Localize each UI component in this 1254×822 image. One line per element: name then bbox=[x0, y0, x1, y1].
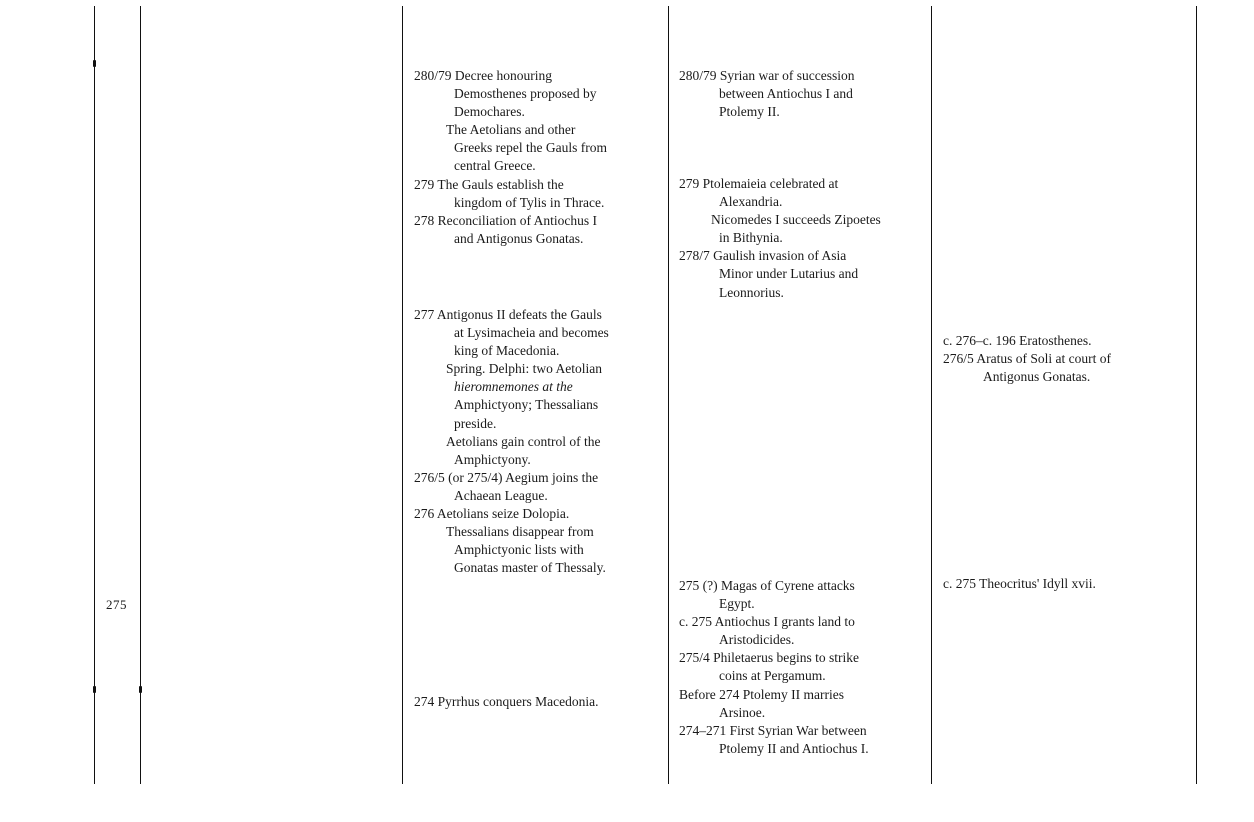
entry-line: Achaean League. bbox=[454, 487, 548, 503]
entry-line: Gonatas master of Thessaly. bbox=[454, 560, 606, 576]
entry-line: 274–271 First Syrian War between bbox=[679, 722, 867, 738]
entry-line: 277 Antigonus II defeats the Gauls bbox=[414, 307, 602, 322]
column-rule bbox=[1196, 6, 1197, 784]
timeline-entry bbox=[943, 575, 1096, 593]
entry-line: Before 274 Ptolemy II marries bbox=[679, 686, 844, 702]
year-marker: 275 bbox=[106, 597, 127, 612]
column-rule bbox=[402, 6, 403, 784]
rule-mark bbox=[139, 686, 142, 693]
entry-line: Ptolemy II. bbox=[719, 104, 780, 120]
column-rule bbox=[94, 6, 95, 784]
entry-line: Amphictyonic lists with bbox=[454, 542, 584, 558]
column-rule bbox=[668, 6, 669, 784]
entry-line: 280/79 Decree honouring bbox=[414, 68, 552, 83]
entry-line: Aetolians gain control of the bbox=[446, 433, 601, 449]
entry-line: Alexandria. bbox=[719, 194, 783, 210]
entry-line: Greeks repel the Gauls from bbox=[454, 140, 607, 156]
timeline-entry bbox=[679, 577, 869, 758]
entry-line: 274 Pyrrhus conquers Macedonia. bbox=[414, 694, 599, 709]
entry-line: central Greece. bbox=[454, 158, 536, 174]
entry-line: Demochares. bbox=[454, 104, 525, 120]
entry-line: 275/4 Philetaerus begins to strike bbox=[679, 650, 859, 666]
timeline-entry bbox=[679, 175, 881, 302]
entry-line: 279 The Gauls establish the bbox=[414, 176, 564, 192]
entry-line: The Aetolians and other bbox=[446, 122, 576, 138]
entry-line: kingdom of Tylis in Thrace. bbox=[454, 194, 605, 210]
entry-line: between Antiochus I and bbox=[719, 86, 853, 102]
entry-line: Amphictyony. bbox=[454, 451, 531, 467]
entry-line: Thessalians disappear from bbox=[446, 524, 594, 540]
entry-line: 278/7 Gaulish invasion of Asia bbox=[679, 248, 847, 264]
timeline-entry bbox=[679, 67, 854, 121]
column-rule bbox=[931, 6, 932, 784]
entry-line: 278 Reconciliation of Antiochus I bbox=[414, 212, 597, 228]
entry-line: 280/79 Syrian war of succession bbox=[679, 68, 855, 83]
entry-line: 276/5 (or 275/4) Aegium joins the bbox=[414, 469, 599, 485]
entry-line: c. 275 Antiochus I grants land to bbox=[679, 614, 855, 630]
entry-line: and Antigonus Gonatas. bbox=[454, 230, 584, 246]
entry-line: 279 Ptolemaieia celebrated at bbox=[679, 176, 839, 191]
entry-line: Antigonus Gonatas. bbox=[983, 369, 1091, 385]
timeline-entry bbox=[414, 67, 607, 248]
entry-line: Nicomedes I succeeds Zipoetes bbox=[711, 212, 881, 228]
timeline-entry bbox=[414, 693, 598, 711]
entry-line: 276/5 Aratus of Soli at court of bbox=[943, 351, 1111, 367]
entry-line: coins at Pergamum. bbox=[719, 668, 826, 684]
entry-line: king of Macedonia. bbox=[454, 343, 560, 359]
entry-line: c. 276–c. 196 Eratosthenes. bbox=[943, 333, 1092, 348]
entry-line: Spring. Delphi: two Aetolian bbox=[446, 361, 602, 377]
timeline-entry bbox=[414, 306, 609, 577]
rule-mark bbox=[93, 686, 96, 693]
entry-line: Egypt. bbox=[719, 596, 755, 612]
entry-line: at Lysimacheia and becomes bbox=[454, 325, 609, 341]
entry-line: Arsinoe. bbox=[719, 704, 766, 720]
column-rule bbox=[140, 6, 141, 784]
entry-line: in Bithynia. bbox=[719, 230, 783, 246]
entry-line: preside. bbox=[454, 415, 497, 431]
entry-line: hieromnemones at the bbox=[454, 379, 573, 395]
entry-line: Ptolemy II and Antiochus I. bbox=[719, 740, 869, 756]
entry-line: 276 Aetolians seize Dolopia. bbox=[414, 506, 570, 522]
entry-line: 275 (?) Magas of Cyrene attacks bbox=[679, 578, 855, 593]
entry-line: Demosthenes proposed by bbox=[454, 86, 597, 102]
entry-line: Amphictyony; Thessalians bbox=[454, 397, 599, 413]
rule-mark bbox=[93, 60, 96, 67]
entry-line: c. 275 Theocritus' Idyll xvii. bbox=[943, 576, 1096, 591]
timeline-entry bbox=[943, 332, 1111, 386]
entry-line: Aristodicides. bbox=[719, 632, 795, 648]
entry-line: Minor under Lutarius and bbox=[719, 266, 859, 282]
entry-line: Leonnorius. bbox=[719, 284, 784, 300]
